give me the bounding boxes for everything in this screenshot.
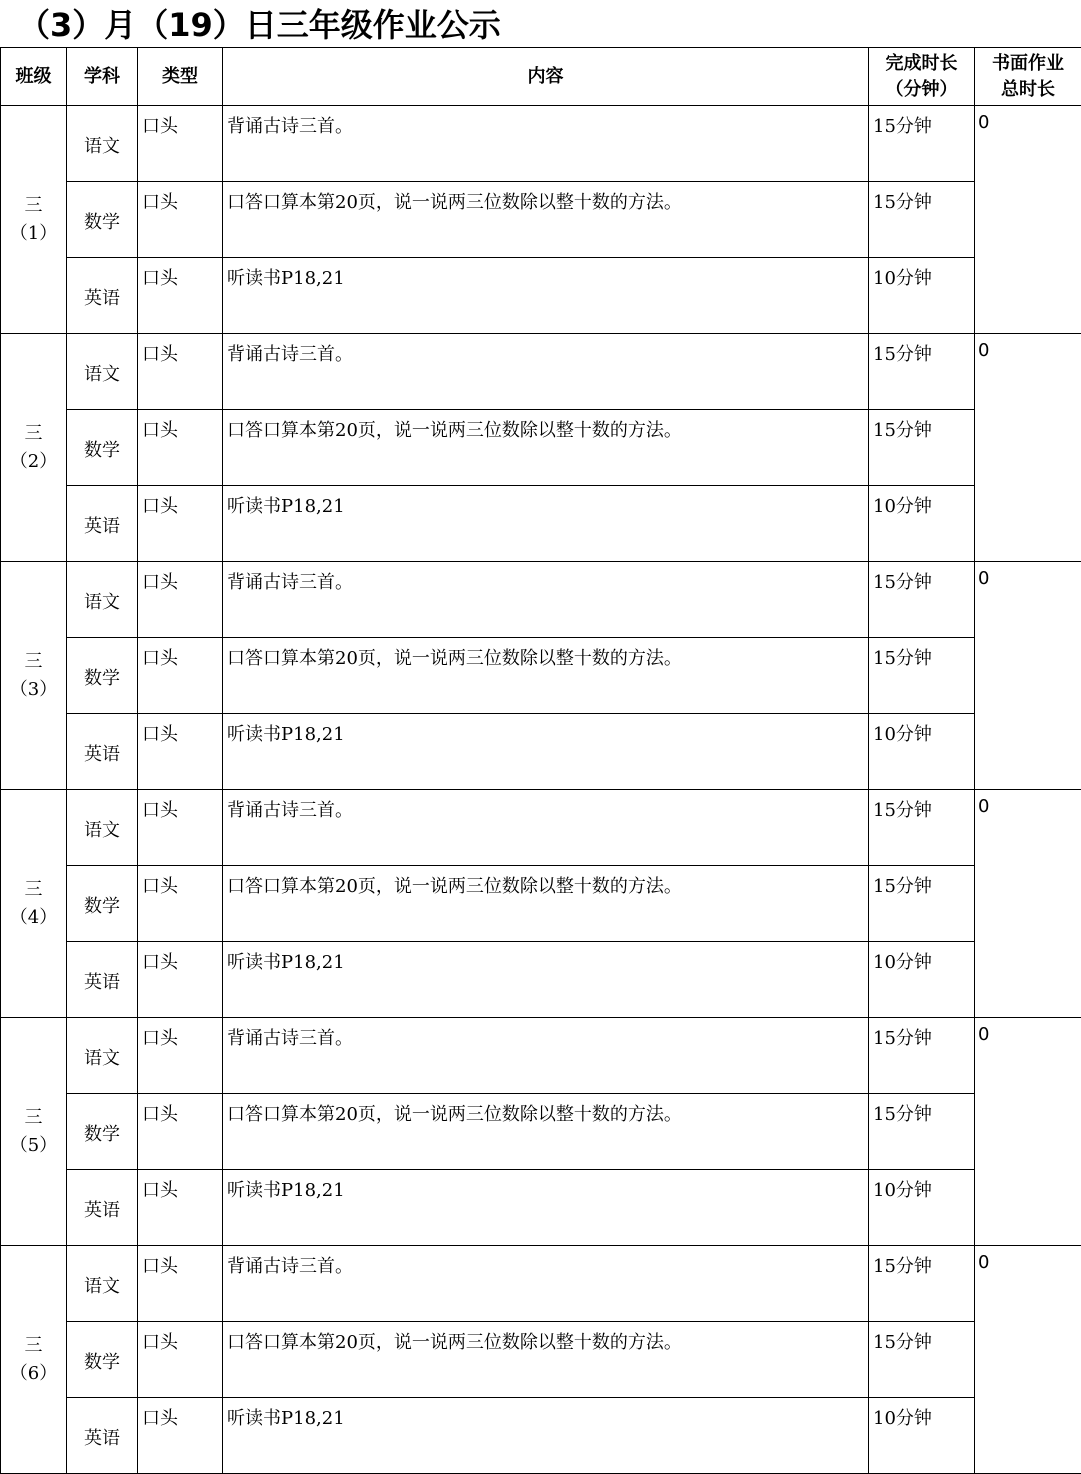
- table-row: [1, 334, 1081, 410]
- type-cell: 口头: [138, 106, 223, 182]
- type-cell: 口头: [138, 1094, 223, 1170]
- content-cell: 听读书P18,21: [223, 1398, 869, 1474]
- table-row: [1, 1398, 1081, 1474]
- table-row: [1, 714, 1081, 790]
- type-cell: 口头: [138, 714, 223, 790]
- type-cell: 口头: [138, 182, 223, 258]
- header-row: [1, 48, 1081, 106]
- subject-cell: 英语: [67, 258, 138, 334]
- content-cell: 听读书P18,21: [223, 1170, 869, 1246]
- header-class: 班级: [1, 48, 67, 106]
- subject-cell: 英语: [67, 1398, 138, 1474]
- class-number: （1）: [1, 220, 66, 248]
- table-row: [1, 942, 1081, 1018]
- table-row: [1, 1170, 1081, 1246]
- page-title: （3）月（19）日三年级作业公示: [0, 0, 1081, 48]
- table-row: [1, 1094, 1081, 1170]
- subject-cell: 语文: [67, 1018, 138, 1094]
- class-cell: [1, 106, 67, 334]
- content-cell: 听读书P18,21: [223, 486, 869, 562]
- duration-cell: 15分钟: [869, 1322, 975, 1398]
- header-type: 类型: [138, 48, 223, 106]
- subject-cell: 数学: [67, 866, 138, 942]
- duration-cell: 15分钟: [869, 562, 975, 638]
- subject-cell: 数学: [67, 1094, 138, 1170]
- duration-cell: 15分钟: [869, 182, 975, 258]
- type-cell: 口头: [138, 790, 223, 866]
- content-cell: 口答口算本第20页，说一说两三位数除以整十数的方法。: [223, 410, 869, 486]
- table-row: [1, 638, 1081, 714]
- content-cell: 背诵古诗三首。: [223, 334, 869, 410]
- header-subject: 学科: [67, 48, 138, 106]
- table-row: [1, 486, 1081, 562]
- class-cell: [1, 334, 67, 562]
- duration-cell: 15分钟: [869, 1246, 975, 1322]
- duration-cell: 15分钟: [869, 1094, 975, 1170]
- type-cell: 口头: [138, 1170, 223, 1246]
- duration-cell: 15分钟: [869, 410, 975, 486]
- header-duration-line2: （分钟）: [869, 77, 974, 103]
- class-number: （5）: [1, 1132, 66, 1160]
- table-row: [1, 258, 1081, 334]
- type-cell: 口头: [138, 410, 223, 486]
- subject-cell: 数学: [67, 182, 138, 258]
- class-number: （6）: [1, 1360, 66, 1388]
- content-cell: 听读书P18,21: [223, 942, 869, 1018]
- class-grade: 三: [1, 648, 66, 676]
- subject-cell: 英语: [67, 1170, 138, 1246]
- type-cell: 口头: [138, 258, 223, 334]
- duration-cell: 15分钟: [869, 866, 975, 942]
- written-total-cell: 0: [975, 790, 1081, 1018]
- written-total-cell: 0: [975, 1246, 1081, 1474]
- subject-cell: 语文: [67, 790, 138, 866]
- type-cell: 口头: [138, 1398, 223, 1474]
- duration-cell: 10分钟: [869, 714, 975, 790]
- subject-cell: 语文: [67, 106, 138, 182]
- content-cell: 背诵古诗三首。: [223, 1246, 869, 1322]
- subject-cell: 语文: [67, 1246, 138, 1322]
- content-cell: 背诵古诗三首。: [223, 790, 869, 866]
- content-cell: 口答口算本第20页，说一说两三位数除以整十数的方法。: [223, 182, 869, 258]
- class-grade: 三: [1, 1332, 66, 1360]
- subject-cell: 英语: [67, 486, 138, 562]
- duration-cell: 15分钟: [869, 334, 975, 410]
- content-cell: 背诵古诗三首。: [223, 562, 869, 638]
- class-number: （2）: [1, 448, 66, 476]
- written-total-cell: 0: [975, 334, 1081, 562]
- type-cell: 口头: [138, 1322, 223, 1398]
- duration-cell: 10分钟: [869, 942, 975, 1018]
- class-grade: 三: [1, 876, 66, 904]
- content-cell: 口答口算本第20页，说一说两三位数除以整十数的方法。: [223, 1322, 869, 1398]
- content-cell: 口答口算本第20页，说一说两三位数除以整十数的方法。: [223, 1094, 869, 1170]
- class-cell: [1, 1018, 67, 1246]
- duration-cell: 10分钟: [869, 1170, 975, 1246]
- written-total-cell: 0: [975, 1018, 1081, 1246]
- table-row: [1, 1018, 1081, 1094]
- class-grade: 三: [1, 192, 66, 220]
- subject-cell: 数学: [67, 638, 138, 714]
- subject-cell: 语文: [67, 334, 138, 410]
- class-number: （4）: [1, 904, 66, 932]
- duration-cell: 15分钟: [869, 106, 975, 182]
- content-cell: 背诵古诗三首。: [223, 1018, 869, 1094]
- table-row: [1, 562, 1081, 638]
- subject-cell: 英语: [67, 942, 138, 1018]
- content-cell: 听读书P18,21: [223, 258, 869, 334]
- table-row: [1, 1322, 1081, 1398]
- content-cell: 背诵古诗三首。: [223, 106, 869, 182]
- class-cell: [1, 1246, 67, 1474]
- duration-cell: 15分钟: [869, 790, 975, 866]
- duration-cell: 15分钟: [869, 638, 975, 714]
- written-total-cell: 0: [975, 106, 1081, 334]
- class-cell: [1, 562, 67, 790]
- duration-cell: 10分钟: [869, 486, 975, 562]
- type-cell: 口头: [138, 638, 223, 714]
- class-grade: 三: [1, 420, 66, 448]
- class-grade: 三: [1, 1104, 66, 1132]
- subject-cell: 英语: [67, 714, 138, 790]
- table-row: [1, 182, 1081, 258]
- subject-cell: 数学: [67, 1322, 138, 1398]
- written-total-cell: 0: [975, 562, 1081, 790]
- subject-cell: 语文: [67, 562, 138, 638]
- type-cell: 口头: [138, 942, 223, 1018]
- table-body: [1, 106, 1081, 1474]
- type-cell: 口头: [138, 562, 223, 638]
- type-cell: 口头: [138, 1246, 223, 1322]
- header-written-line2: 总时长: [975, 77, 1081, 103]
- duration-cell: 10分钟: [869, 1398, 975, 1474]
- type-cell: 口头: [138, 486, 223, 562]
- header-written-total: [975, 48, 1081, 106]
- content-cell: 口答口算本第20页，说一说两三位数除以整十数的方法。: [223, 866, 869, 942]
- header-duration: [869, 48, 975, 106]
- class-number: （3）: [1, 676, 66, 704]
- homework-table: [0, 47, 1081, 1474]
- header-content: 内容: [223, 48, 869, 106]
- table-row: [1, 1246, 1081, 1322]
- type-cell: 口头: [138, 1018, 223, 1094]
- header-duration-line1: 完成时长: [869, 51, 974, 77]
- content-cell: 听读书P18,21: [223, 714, 869, 790]
- class-cell: [1, 790, 67, 1018]
- content-cell: 口答口算本第20页，说一说两三位数除以整十数的方法。: [223, 638, 869, 714]
- type-cell: 口头: [138, 866, 223, 942]
- table-row: [1, 106, 1081, 182]
- type-cell: 口头: [138, 334, 223, 410]
- header-written-line1: 书面作业: [975, 51, 1081, 77]
- table-row: [1, 866, 1081, 942]
- table-row: [1, 410, 1081, 486]
- duration-cell: 10分钟: [869, 258, 975, 334]
- duration-cell: 15分钟: [869, 1018, 975, 1094]
- table-row: [1, 790, 1081, 866]
- subject-cell: 数学: [67, 410, 138, 486]
